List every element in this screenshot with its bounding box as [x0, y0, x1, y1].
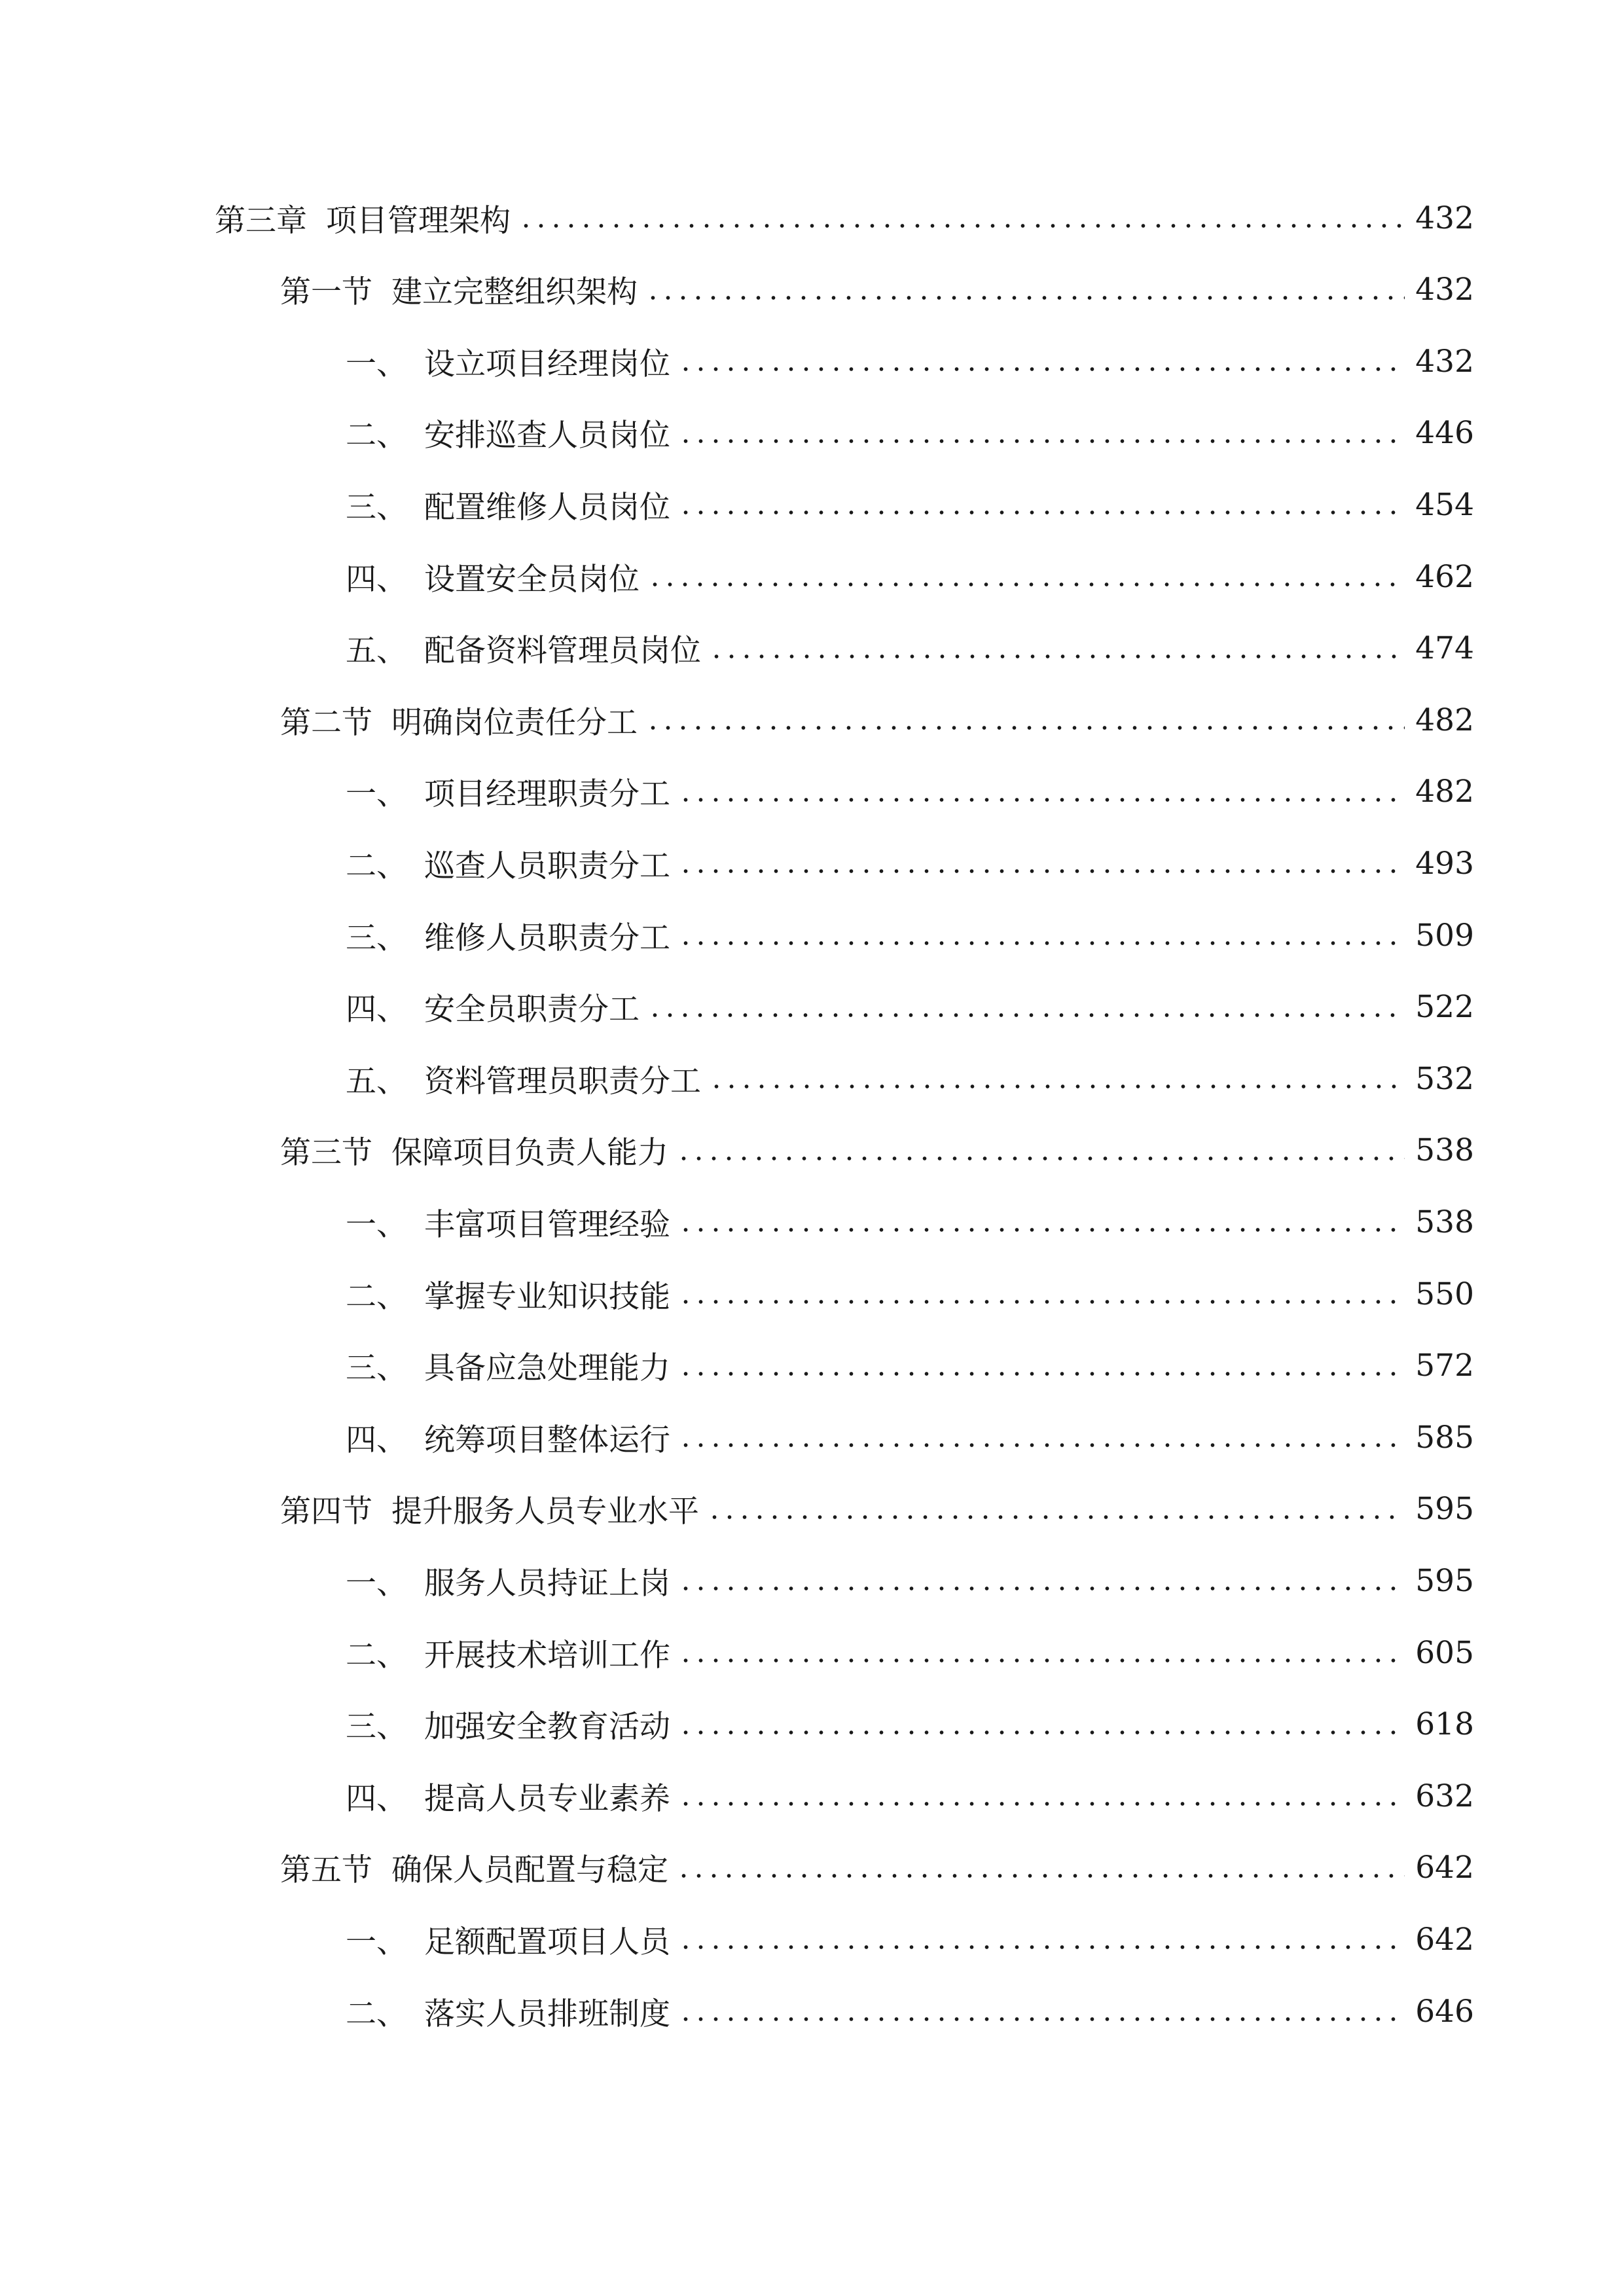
toc-entry-number: 一、: [346, 1206, 407, 1243]
dot-leader: [678, 869, 1405, 874]
toc-entry[interactable]: [346, 899, 1474, 971]
toc-entry-page-number: 482: [1415, 702, 1474, 738]
toc-entry[interactable]: [346, 1330, 1474, 1402]
dot-leader: [678, 1945, 1405, 1950]
toc-entry-page-number: 572: [1415, 1348, 1474, 1384]
toc-entry-number: 二、: [346, 1637, 407, 1674]
toc-entry-number: 四、: [346, 1780, 407, 1817]
toc-entry[interactable]: [346, 397, 1474, 469]
toc-entry[interactable]: [346, 1186, 1474, 1258]
toc-entry[interactable]: [346, 1760, 1474, 1832]
dot-leader: [676, 1873, 1405, 1878]
toc-entry[interactable]: [346, 1903, 1474, 1975]
toc-entry-title: 明确岗位责任分工: [391, 704, 638, 741]
toc-entry-title: 项目经理职责分工: [424, 776, 670, 813]
toc-entry-page-number: 432: [1415, 200, 1474, 236]
toc-entry-number: 一、: [346, 1565, 407, 1602]
toc-entry-title: 统筹项目整体运行: [424, 1422, 670, 1458]
toc-entry-title: 服务人员持证上岗: [424, 1565, 670, 1602]
dot-leader: [518, 223, 1405, 228]
dot-leader: [678, 1658, 1405, 1663]
toc-entry-title: 配置维修人员岗位: [424, 489, 670, 526]
toc-entry-page-number: 446: [1415, 415, 1474, 452]
toc-entry-number: 第四节: [280, 1494, 372, 1530]
toc-entry[interactable]: [346, 325, 1474, 397]
toc-entry-page-number: 432: [1415, 272, 1474, 308]
toc-entry-title: 安全员职责分工: [424, 992, 640, 1028]
toc-entry[interactable]: [280, 684, 1474, 756]
toc-entry[interactable]: [346, 469, 1474, 541]
toc-entry-page-number: 538: [1415, 1132, 1474, 1169]
toc-entry-number: 四、: [346, 1422, 407, 1458]
dot-leader: [678, 510, 1405, 515]
toc-entry[interactable]: [346, 541, 1474, 613]
toc-entry[interactable]: [215, 182, 1474, 254]
toc-entry[interactable]: [346, 1401, 1474, 1473]
dot-leader: [678, 1730, 1405, 1735]
dot-leader: [678, 1299, 1405, 1304]
dot-leader: [707, 1515, 1405, 1520]
toc-entry-page-number: 595: [1415, 1491, 1474, 1528]
toc-entry-page-number: 493: [1415, 845, 1474, 882]
toc-entry[interactable]: [346, 1258, 1474, 1330]
toc-entry-page-number: 432: [1415, 343, 1474, 380]
toc-entry-number: 二、: [346, 418, 407, 454]
dot-leader: [678, 1443, 1405, 1448]
toc-entry-title: 加强安全教育活动: [424, 1709, 670, 1746]
toc-entry-title: 保障项目负责人能力: [391, 1135, 668, 1172]
toc-entry-page-number: 585: [1415, 1419, 1474, 1456]
dot-leader: [678, 1371, 1405, 1376]
dot-leader: [676, 1156, 1405, 1161]
toc-entry-title: 开展技术培训工作: [424, 1637, 670, 1674]
dot-leader: [647, 582, 1405, 587]
toc-entry-number: 三、: [346, 1350, 407, 1387]
toc-entry-title: 丰富项目管理经验: [424, 1206, 670, 1243]
toc-entry-number: 第三章: [215, 202, 307, 239]
toc-entry-title: 设置安全员岗位: [424, 561, 640, 598]
toc-entry-page-number: 595: [1415, 1562, 1474, 1599]
dot-leader: [647, 1013, 1405, 1018]
toc-entry-title: 项目管理架构: [326, 202, 511, 239]
dot-leader: [645, 725, 1405, 730]
toc-entry-number: 一、: [346, 346, 407, 382]
toc-entry[interactable]: [346, 1617, 1474, 1689]
toc-entry-title: 维修人员职责分工: [424, 920, 670, 956]
toc-entry-title: 巡查人员职责分工: [424, 848, 670, 884]
toc-entry-page-number: 632: [1415, 1778, 1474, 1814]
toc-entry-number: 一、: [346, 776, 407, 813]
toc-entry-number: 二、: [346, 1278, 407, 1315]
toc-entry-title: 设立项目经理岗位: [424, 346, 670, 382]
toc-entry-title: 配备资料管理员岗位: [424, 633, 701, 670]
dot-leader: [678, 1801, 1405, 1806]
toc-entry-title: 确保人员配置与稳定: [391, 1852, 668, 1889]
toc-entry-page-number: 474: [1415, 630, 1474, 667]
toc-entry-number: 四、: [346, 561, 407, 598]
toc-entry-number: 二、: [346, 848, 407, 884]
toc-entry-title: 具备应急处理能力: [424, 1350, 670, 1387]
toc-entry-title: 建立完整组织架构: [391, 274, 638, 311]
toc-entry[interactable]: [346, 1975, 1474, 2047]
dot-leader: [678, 367, 1405, 372]
toc-entry[interactable]: [280, 1473, 1474, 1545]
toc-entry[interactable]: [346, 827, 1474, 899]
toc-entry-number: 三、: [346, 920, 407, 956]
toc-entry-number: 四、: [346, 992, 407, 1028]
toc-entry-page-number: 646: [1415, 1993, 1474, 2030]
toc-entry-number: 第一节: [280, 274, 372, 311]
dot-leader: [678, 1586, 1405, 1591]
toc-entry-page-number: 509: [1415, 917, 1474, 954]
dot-leader: [678, 1227, 1405, 1232]
toc-entry-number: 一、: [346, 1924, 407, 1960]
toc-entry[interactable]: [346, 756, 1474, 828]
toc-entry-page-number: 605: [1415, 1634, 1474, 1671]
toc-entry-title: 资料管理员职责分工: [424, 1063, 701, 1100]
dot-leader: [678, 941, 1405, 946]
toc-entry-title: 掌握专业知识技能: [424, 1278, 670, 1315]
toc-entry-number: 第五节: [280, 1852, 372, 1889]
toc-entry-page-number: 618: [1415, 1706, 1474, 1743]
dot-leader: [709, 1084, 1405, 1089]
toc-entry-number: 三、: [346, 489, 407, 526]
toc-entry-title: 安排巡查人员岗位: [424, 418, 670, 454]
toc-entry-page-number: 532: [1415, 1060, 1474, 1097]
toc-entry-page-number: 642: [1415, 1850, 1474, 1886]
toc-entry-number: 第二节: [280, 704, 372, 741]
toc-entry-title: 落实人员排班制度: [424, 1996, 670, 2032]
toc-entry-page-number: 642: [1415, 1921, 1474, 1958]
toc-entry[interactable]: [280, 1832, 1474, 1904]
toc-entry-number: 五、: [346, 1063, 407, 1100]
toc-entry[interactable]: [346, 1689, 1474, 1761]
toc-entry-number: 二、: [346, 1996, 407, 2032]
toc-entry[interactable]: [346, 613, 1474, 685]
toc-entry-number: 三、: [346, 1709, 407, 1746]
dot-leader: [678, 797, 1405, 802]
toc-entry-page-number: 462: [1415, 558, 1474, 595]
toc-entry-page-number: 454: [1415, 486, 1474, 523]
toc-entry-page-number: 550: [1415, 1276, 1474, 1312]
toc-entry-number: 第三节: [280, 1135, 372, 1172]
toc-entry[interactable]: [346, 1545, 1474, 1617]
toc-entry[interactable]: [346, 971, 1474, 1043]
dot-leader: [678, 439, 1405, 444]
dot-leader: [645, 295, 1405, 300]
toc-entry-number: 五、: [346, 633, 407, 670]
dot-leader: [678, 2017, 1405, 2022]
toc-entry-title: 提高人员专业素养: [424, 1780, 670, 1817]
dot-leader: [709, 654, 1405, 659]
toc-entry-page-number: 538: [1415, 1204, 1474, 1240]
toc-entry-page-number: 482: [1415, 774, 1474, 810]
toc-entry-title: 足额配置项目人员: [424, 1924, 670, 1960]
toc-entry[interactable]: [280, 254, 1474, 326]
toc-entry[interactable]: [280, 1115, 1474, 1187]
toc-entry-title: 提升服务人员专业水平: [391, 1494, 699, 1530]
toc-entry-page-number: 522: [1415, 989, 1474, 1026]
toc-entry[interactable]: [346, 1043, 1474, 1115]
